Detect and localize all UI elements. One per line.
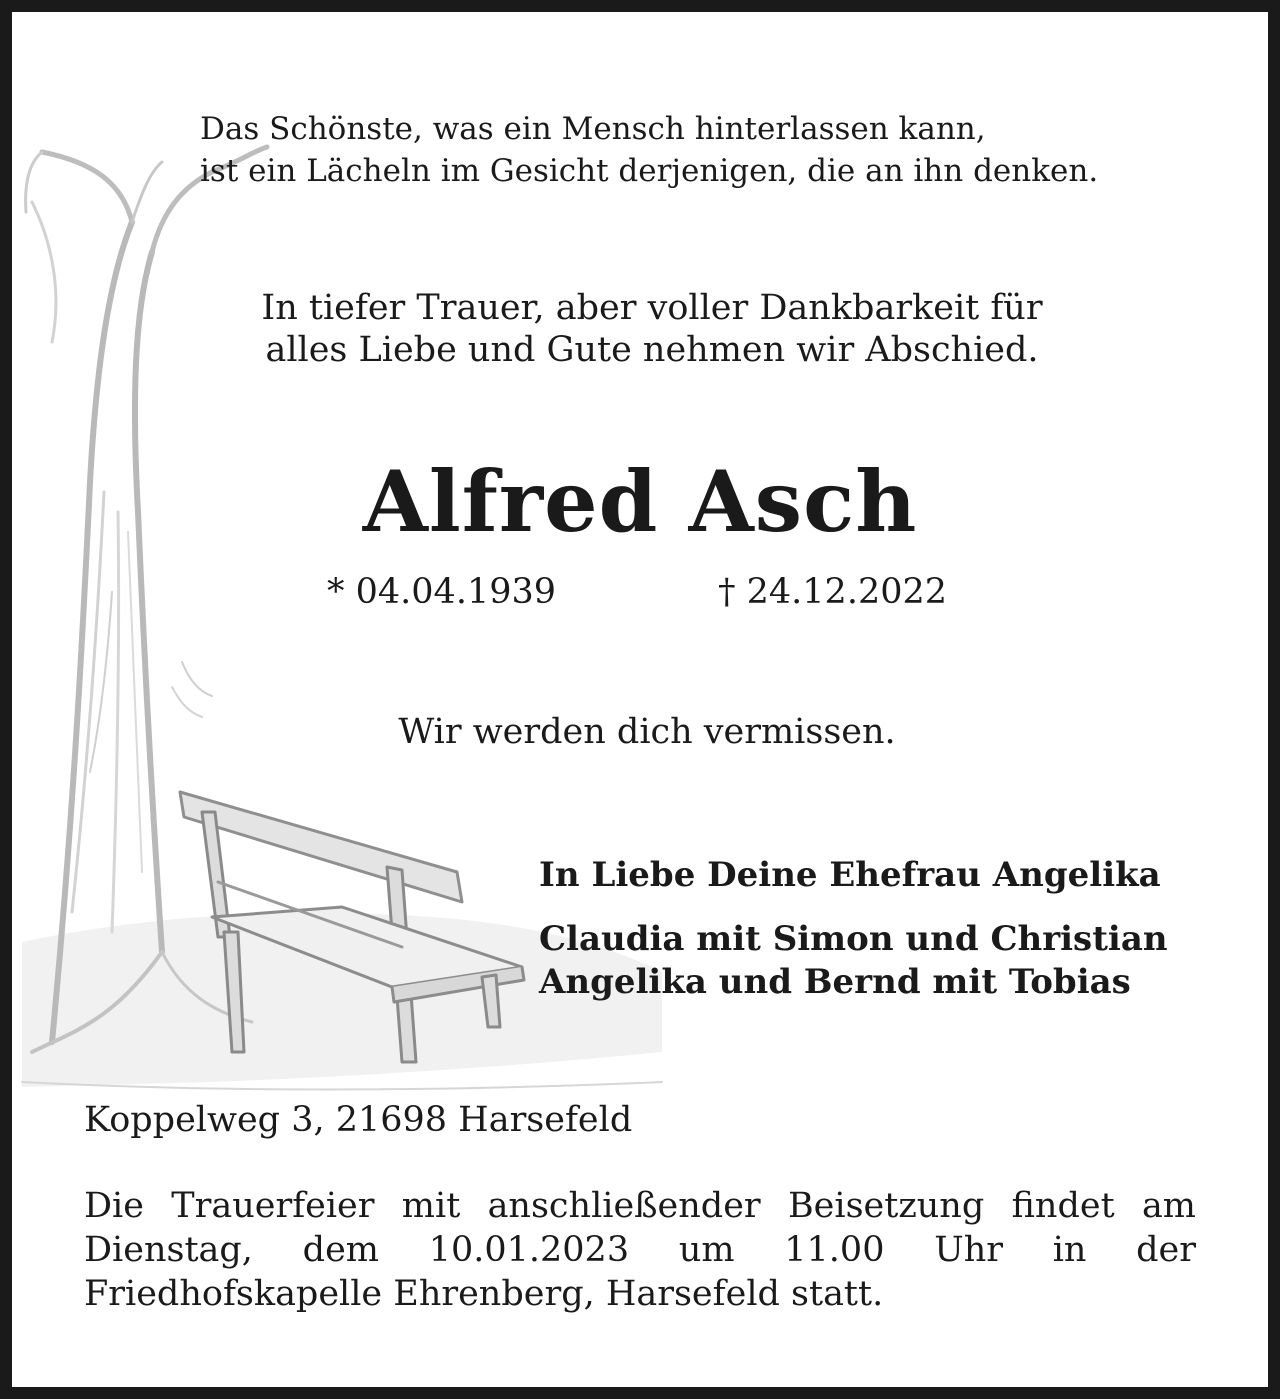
epigraph-quote	[200, 108, 1098, 192]
deceased-name: Alfred Asch	[362, 452, 918, 551]
family-signatures	[539, 918, 1168, 1004]
family-line-1: Claudia mit Simon und Christian	[539, 919, 1168, 959]
quote-line-1: Das Schönste, was ein Mensch hinterlassen kann,	[200, 111, 986, 147]
mourning-statement	[202, 287, 1102, 371]
service-notice: Die Trauerfeier mit anschließender Beisetzung findet am Dienstag, dem 10.01.2023 um 11.00 Uhr in der Friedhofskapelle Ehrenberg, Harsefeld statt.	[84, 1186, 1196, 1314]
family-line-2: Angelika und Bernd mit Tobias	[539, 962, 1131, 1002]
birth-date: * 04.04.1939	[327, 572, 557, 612]
farewell-line: Wir werden dich vermissen.	[398, 712, 896, 752]
quote-line-2: ist ein Lächeln im Gesicht derjenigen, die an ihn denken.	[200, 153, 1099, 189]
mourning-line-2: alles Liebe und Gute nehmen wir Abschied.	[265, 330, 1039, 370]
tree-and-bench-illustration	[12, 12, 1268, 1387]
spouse-signature: In Liebe Deine Ehefrau Angelika	[539, 855, 1161, 895]
address: Koppelweg 3, 21698 Harsefeld	[84, 1100, 633, 1140]
mourning-line-1: In tiefer Trauer, aber voller Dankbarkeit für	[261, 288, 1043, 328]
death-date: † 24.12.2022	[718, 572, 948, 612]
